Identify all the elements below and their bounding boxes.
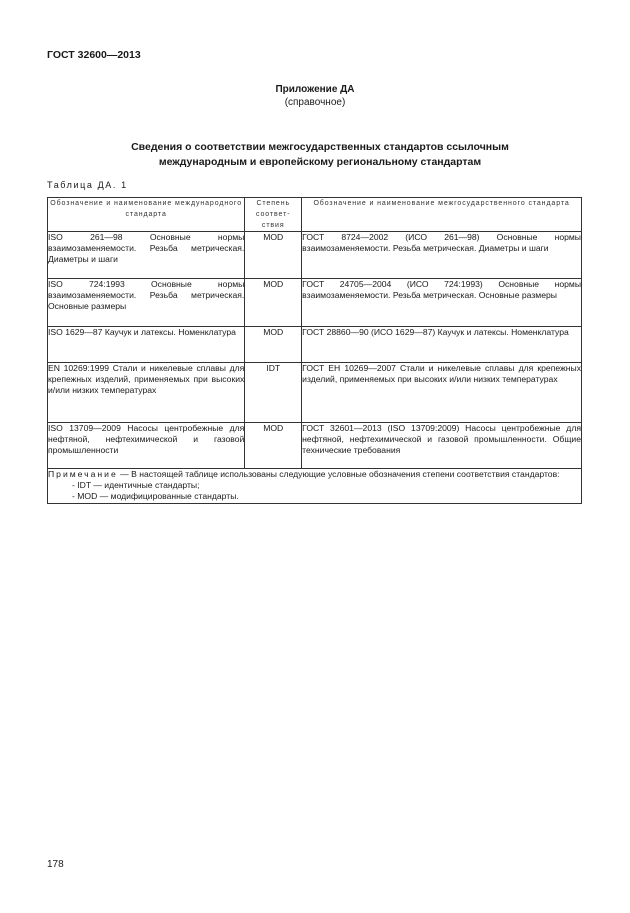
correspondence-table xyxy=(47,197,582,504)
cell-international: EN 10269:1999 Стали и никелевые сплавы для крепежных изделий, применяемых при высоких и/или низких температурах xyxy=(48,363,245,423)
heading-line-1: Сведения о соответствии межгосударственных стандартов ссылочным xyxy=(131,141,509,153)
appendix-subtitle: (справочное) xyxy=(284,97,346,108)
cell-degree: MOD xyxy=(245,279,302,327)
cell-degree: IDT xyxy=(245,363,302,423)
cell-interstate: ГОСТ 32601—2013 (ISO 13709:2009) Насосы центробежные для нефтяной, нефтехимической и газовой промышленности. Общие технические требования xyxy=(302,423,582,469)
table-row xyxy=(48,423,582,469)
table-note xyxy=(48,469,582,504)
appendix-title-block xyxy=(0,83,630,109)
document-code: ГОСТ 32600—2013 xyxy=(47,49,141,61)
note-item-mod: - MOD — модифицированные стандарты. xyxy=(72,491,239,502)
table-label: Таблица ДА. 1 xyxy=(47,180,128,190)
appendix-title: Приложение ДА xyxy=(275,84,355,95)
cell-interstate: ГОСТ 28860—90 (ИСО 1629—87) Каучук и латексы. Номенклатура xyxy=(302,327,582,363)
note-label: Примечание xyxy=(48,469,118,479)
cell-degree: MOD xyxy=(245,327,302,363)
table-note-row xyxy=(48,469,582,504)
table-row xyxy=(48,363,582,423)
cell-interstate: ГОСТ ЕН 10269—2007 Стали и никелевые сплавы для крепежных изделий, применяемых при высоких и/или низких температурах xyxy=(302,363,582,423)
note-item-idt: - IDT — идентичные стандарты; xyxy=(72,480,200,491)
cell-interstate: ГОСТ 8724—2002 (ИСО 261—98) Основные нормы взаимозаменяемости. Резьба метрическая. Диаметры и шаги xyxy=(302,232,582,279)
section-heading xyxy=(60,140,580,170)
cell-international: ISO 1629—87 Каучук и латексы. Номенклатура xyxy=(48,327,245,363)
cell-international: ISO 261—98 Основные нормы взаимозаменяемости. Резьба метрическая. Диаметры и шаги xyxy=(48,232,245,279)
table-row xyxy=(48,232,582,279)
header-degree: Степень соответ- ствия xyxy=(245,198,302,232)
cell-degree: MOD xyxy=(245,423,302,469)
note-text xyxy=(48,469,581,480)
cell-international: ISO 724:1993 Основные нормы взаимозаменяемости. Резьба метрическая. Основные размеры xyxy=(48,279,245,327)
heading-line-2: международным и европейскому региональному стандартам xyxy=(158,156,482,168)
cell-international: ISO 13709—2009 Насосы центробежные для нефтяной, нефтехимической и газовой промышленности xyxy=(48,423,245,469)
cell-degree: MOD xyxy=(245,232,302,279)
table-header-row xyxy=(48,198,582,232)
header-international: Обозначение и наименование международного стандарта xyxy=(48,198,245,232)
table-row xyxy=(48,327,582,363)
note-body: — В настоящей таблице использованы следующие условные обозначения степени соответствия стандартов: xyxy=(120,469,560,479)
header-interstate: Обозначение и наименование межгосударственного стандарта xyxy=(302,198,582,232)
cell-interstate: ГОСТ 24705—2004 (ИСО 724:1993) Основные нормы взаимозаменяемости. Резьба метрическая. Основные размеры xyxy=(302,279,582,327)
page-number: 178 xyxy=(47,859,64,870)
table-row xyxy=(48,279,582,327)
